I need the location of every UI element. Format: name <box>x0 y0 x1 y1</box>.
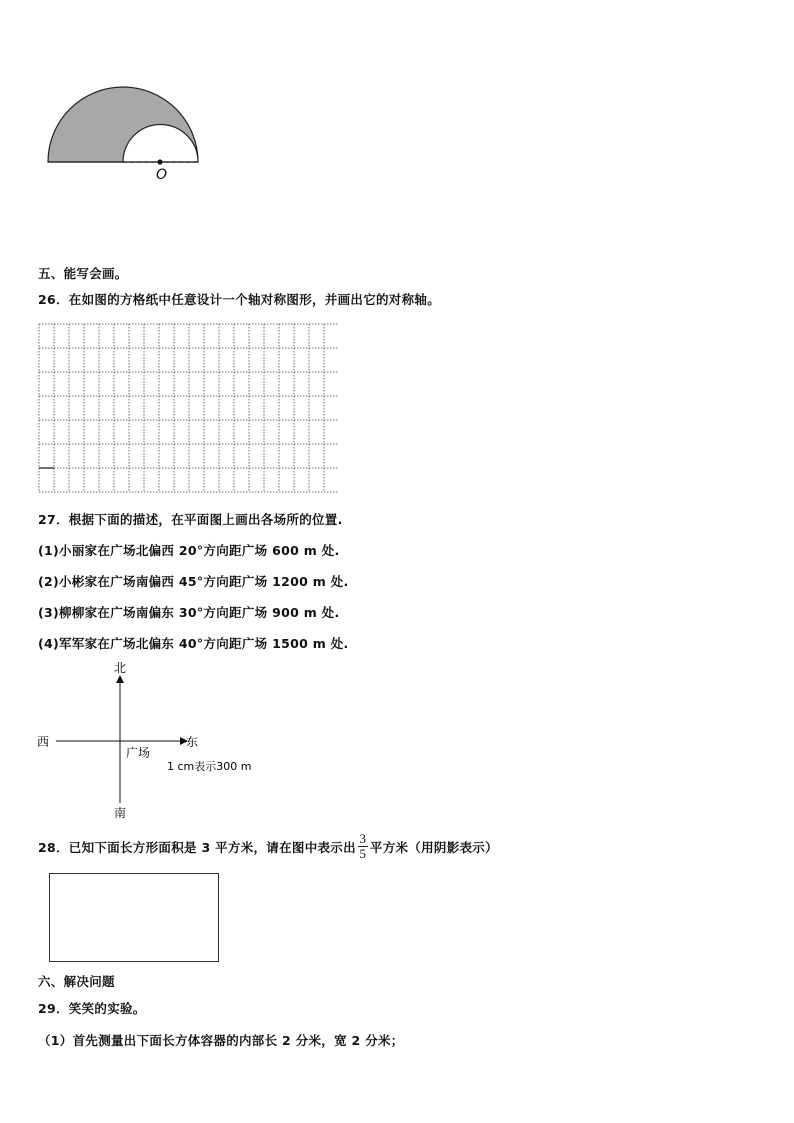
q27-item-3: (3)柳柳家在广场南偏东 30°方向距广场 900 m 处. <box>38 605 340 620</box>
center-label-o: O <box>156 167 168 183</box>
center-point <box>157 159 162 164</box>
area-rectangle <box>49 873 219 962</box>
west-label: 西 <box>37 735 50 749</box>
south-label: 南 <box>114 806 127 820</box>
east-label: 东 <box>186 735 199 749</box>
section6-title: 六、解决问题 <box>38 974 115 989</box>
q28-text <box>38 832 498 861</box>
fraction-denominator: 5 <box>359 846 367 861</box>
fraction-three-fifths <box>358 832 368 861</box>
section5-title: 五、能写会画。 <box>38 266 128 281</box>
compass-diagram <box>30 658 270 823</box>
semicircle-ring-figure <box>40 80 210 190</box>
q27-text: 27．根据下面的描述，在平面图上画出各场所的位置. <box>38 512 343 527</box>
north-label: 北 <box>114 661 127 675</box>
q29-text: 29．笑笑的实验。 <box>38 1001 146 1016</box>
q28-text-after: 平方米（用阴影表示） <box>369 839 498 855</box>
q28-text-before: 28．已知下面长方形面积是 3 平方米，请在图中表示出 <box>38 839 356 855</box>
dotted-grid-paper <box>38 322 338 494</box>
q26-text: 26．在如图的方格纸中任意设计一个轴对称图形，并画出它的对称轴。 <box>38 292 440 307</box>
q27-item-1: (1)小丽家在广场北偏西 20°方向距广场 600 m 处. <box>38 543 340 558</box>
q27-item-2: (2)小彬家在广场南偏西 45°方向距广场 1200 m 处. <box>38 574 349 589</box>
scale-label: 1 cm表示300 m <box>167 760 252 773</box>
fraction-numerator: 3 <box>359 831 367 846</box>
q29-sub1: （1）首先测量出下面长方体容器的内部长 2 分米，宽 2 分米； <box>38 1033 404 1048</box>
square-center-label: 广场 <box>126 746 151 760</box>
q27-item-4: (4)军军家在广场北偏东 40°方向距广场 1500 m 处. <box>38 636 349 651</box>
